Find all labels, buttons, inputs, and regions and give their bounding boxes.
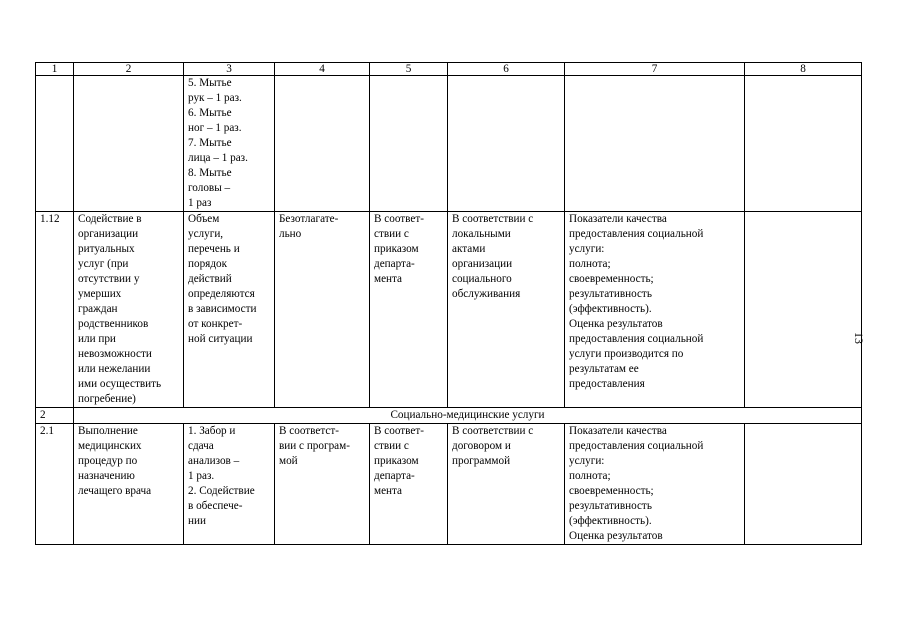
table-row <box>36 424 862 545</box>
section-number-cell: 2 <box>36 408 74 424</box>
header-cell: 3 <box>184 63 275 76</box>
table-cell <box>565 76 745 212</box>
header-cell: 5 <box>370 63 448 76</box>
section-title: Социально-медицинские услуги <box>74 408 862 424</box>
quality-indicators-cell: Показатели качества предоставления социальной услуги: полнота; своевременность; результативность (эффективность). Оценка результатов предоставления социальной услуги производится по результатам ее предоставления <box>565 212 745 408</box>
table-cell <box>745 424 862 545</box>
header-cell: 7 <box>565 63 745 76</box>
service-term-cell: Безотлагате- льно <box>275 212 370 408</box>
conditions-cell: В соответствии с договором и программой <box>448 424 565 545</box>
table-row <box>36 212 862 408</box>
table-header-row <box>36 63 862 76</box>
header-cell: 6 <box>448 63 565 76</box>
service-name-cell: Содействие в организации ритуальных услуг (при отсутствии у умерших граждан родственников или при невозможности или нежелании ими осуществить погребение) <box>74 212 184 408</box>
table-row <box>36 76 862 212</box>
table-cell <box>745 212 862 408</box>
row-number-cell: 2.1 <box>36 424 74 545</box>
table-cell: 5. Мытье рук – 1 раз. 6. Мытье ног – 1 раз. 7. Мытье лица – 1 раз. 8. Мытье головы – 1 раз <box>184 76 275 212</box>
row-number-cell: 1.12 <box>36 212 74 408</box>
section-row <box>36 408 862 424</box>
header-cell: 4 <box>275 63 370 76</box>
quality-indicators-cell: Показатели качества предоставления социальной услуги: полнота; своевременность; результативность (эффективность). Оценка результатов <box>565 424 745 545</box>
tariff-cell: В соответ- ствии с приказом департа- мента <box>370 212 448 408</box>
table-cell <box>74 76 184 212</box>
table-cell <box>370 76 448 212</box>
header-cell: 1 <box>36 63 74 76</box>
service-volume-cell: Объем услуги, перечень и порядок действий определяются в зависимости от конкрет- ной ситуации <box>184 212 275 408</box>
service-name-cell: Выполнение медицинских процедур по назначению лечащего врача <box>74 424 184 545</box>
table-cell <box>745 76 862 212</box>
page-number: 13 <box>852 332 866 344</box>
table-cell <box>448 76 565 212</box>
table-cell <box>275 76 370 212</box>
services-table <box>35 62 862 545</box>
service-term-cell: В соответст- вии с програм- мой <box>275 424 370 545</box>
tariff-cell: В соответ- ствии с приказом департа- мента <box>370 424 448 545</box>
table-cell <box>36 76 74 212</box>
header-cell: 8 <box>745 63 862 76</box>
conditions-cell: В соответствии с локальными актами организации социального обслуживания <box>448 212 565 408</box>
header-cell: 2 <box>74 63 184 76</box>
service-volume-cell: 1. Забор и сдача анализов – 1 раз. 2. Содействие в обеспече- нии <box>184 424 275 545</box>
